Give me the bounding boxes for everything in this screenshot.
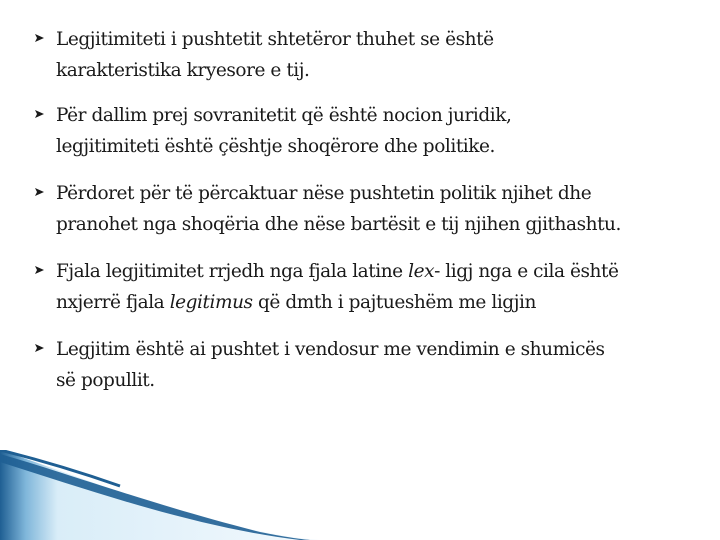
fancy-bullet-icon [35,34,44,42]
latin-term-lex: lex [408,261,435,282]
text-run: nxjerrë fjala [56,292,170,313]
fancy-bullet-icon [35,110,44,118]
bullet-text [56,334,720,396]
bullet-text [56,24,720,86]
bullet-line [56,287,720,318]
bullet-text [56,100,720,162]
bullet-line: pranohet nga shoqëria dhe nëse bartësit e tij njihen gjithashtu. [56,214,621,235]
text-run: - ligj nga e cila është [434,261,619,282]
fancy-bullet-icon [35,344,44,352]
fancy-bullet-icon [35,188,44,196]
bullet-text [56,178,720,240]
text-run: që dmth i pajtueshëm me ligjin [252,292,536,313]
bullet-line: Për dallim prej sovranitetit që është nocion juridik, [56,105,512,126]
text-run: Fjala legjitimitet rrjedh nga fjala latine [56,261,409,282]
bullet-line: karakteristika kryesore e tij. [56,60,310,81]
bullet-line: së popullit. [56,370,155,391]
bullet-line: Përdoret për të përcaktuar nëse pushtetin politik njihet dhe [56,183,592,204]
fancy-bullet-icon [35,266,44,274]
latin-term-legitimus: legitimus [169,292,253,313]
decorative-wave-band [0,450,720,540]
bullet-line [56,256,720,287]
bullet-text [56,256,720,318]
bullet-line: Legjitimiteti i pushtetit shtetëror thuhet se është [56,29,494,50]
bullet-line: Legjitim është ai pushtet i vendosur me vendimin e shumicës [56,339,605,360]
bullet-line: legjitimiteti është çështje shoqërore dhe politike. [56,136,495,157]
